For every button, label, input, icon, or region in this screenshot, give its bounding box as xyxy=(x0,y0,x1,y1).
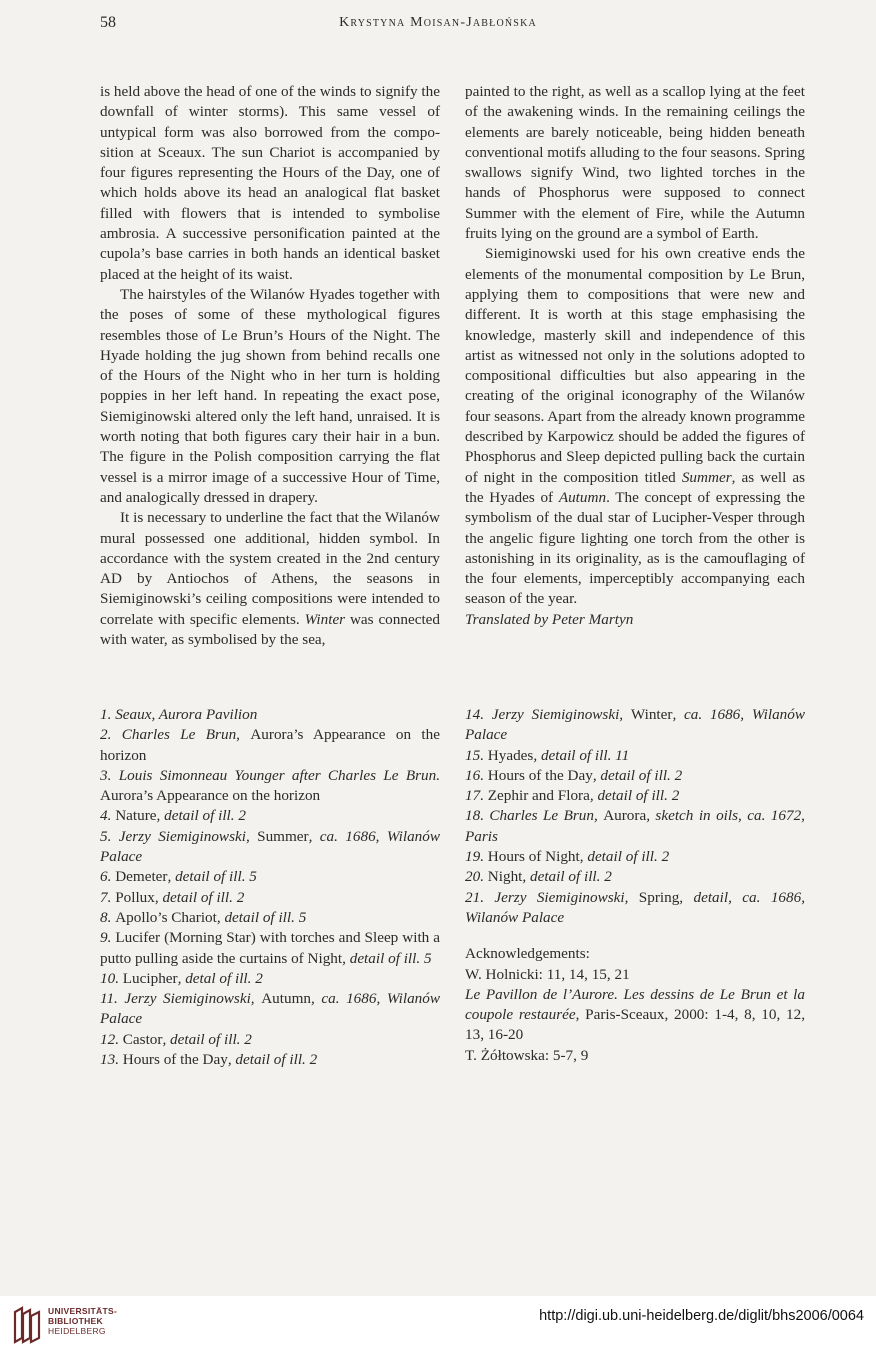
acknowledgements-line xyxy=(465,985,805,1046)
caption xyxy=(465,705,805,746)
running-head: Krystyna Moisan-Jabłońska xyxy=(339,15,537,30)
caption-part: 1. Seaux, Aurora Pavilion xyxy=(100,706,258,723)
caption-part: Hyades xyxy=(487,746,534,764)
caption xyxy=(100,888,440,908)
caption-part: 12. xyxy=(100,1030,123,1048)
caption-part: 7. xyxy=(100,888,116,906)
caption-part: 14. Jerzy Siemiginowski, xyxy=(465,706,631,723)
caption xyxy=(100,908,440,928)
winter-term: Winter xyxy=(304,610,346,628)
page-number: 58 xyxy=(100,14,116,31)
caption-part: 5. Jerzy Siemiginowski, xyxy=(100,827,258,845)
caption-part: Apollo’s Chariot xyxy=(115,908,217,926)
source-url-link[interactable]: http://digi.ub.uni-heidelberg.de/diglit/bhs2006/0064 xyxy=(539,1308,864,1324)
caption-part: Autumn xyxy=(261,990,311,1008)
left-paragraph-2: The hairstyles of the Wilanów Hyades together with the poses of some of these mythological figures resembles those of Le Brun’s Hours of the Night. The Hyade holding the jug shown from behind recalls one of the Hours of the Night who in her turn is holding poppies in her left hand. In repeating the exact pose, Siemiginowski altered only the left hand, unraised. It is worth noting that both figures cary their hair in a bun. The figure in the Polish composition carrying the flat vessel is a mirror image of a successive Hour of Time, and analogically dressed in drapery. xyxy=(100,285,440,506)
caption-part: , detal of ill. 2 xyxy=(177,969,263,987)
caption xyxy=(100,867,440,887)
caption-part: Spring xyxy=(638,888,680,906)
caption-part: , detail of ill. 2 xyxy=(579,848,670,866)
right-paragraph-2-part-b: , as well as the Hyades of xyxy=(465,468,805,506)
acknowledgements-source-title: Le Pavillon de l’Aurore. Les dessins de Le Brun et la coupole restaurée xyxy=(465,985,805,1024)
caption-part: Summer xyxy=(257,827,309,845)
caption xyxy=(465,746,805,766)
caption-part: Hours of Night xyxy=(487,848,580,866)
caption xyxy=(465,806,805,847)
summer-term: Summer xyxy=(681,468,732,486)
acknowledgements-title: Acknowledgements: xyxy=(465,945,590,963)
autumn-term: Autumn xyxy=(558,488,607,506)
left-paragraph-3-text: It is necessary to underline the fact that the Wilanów mural possessed one additional, hidden symbol. In accordance with the system created in the 2nd century AD by Antiochos of Athens, the seasons in Siemiginowski’s ceiling compositions were intended to correlate with specific elements. xyxy=(100,509,440,628)
library-logo-icon[interactable] xyxy=(12,1306,42,1344)
caption-part: , detail of ill. 5 xyxy=(216,908,307,926)
caption xyxy=(100,969,440,989)
right-column xyxy=(465,82,805,630)
caption-part: , detail of ill. 2 xyxy=(592,766,683,784)
caption-part: 2. Charles Le Brun, xyxy=(100,726,251,744)
caption-part: Pollux xyxy=(115,888,155,906)
caption-part: , detail, ca. 1686, Wilanów Palace xyxy=(465,888,805,926)
caption-part: , detail of ill. 2 xyxy=(522,868,612,886)
caption-part: 20. xyxy=(465,868,488,886)
caption-part: 16. xyxy=(465,766,488,784)
caption xyxy=(100,1030,440,1050)
caption-part: Aurora’s Appearance on the horizon xyxy=(100,787,321,805)
caption-part: Hours of the Day xyxy=(122,1051,228,1069)
library-logo-text[interactable] xyxy=(48,1306,117,1336)
logo-line: HEIDELBERG xyxy=(48,1326,106,1336)
caption-part: 15. xyxy=(465,746,488,764)
caption xyxy=(100,705,440,725)
caption-part: 11. Jerzy Siemiginowski, xyxy=(100,990,262,1008)
acknowledgements-source-tail: , Paris-Sceaux, 2000: 1-4, 8, 10, 12, 13, 16-20 xyxy=(465,1006,805,1044)
caption-part: Aurora’s Appearance on the horizon xyxy=(100,726,440,764)
caption xyxy=(100,725,440,766)
caption-part: , detail of ill. 5 xyxy=(167,868,257,886)
caption-part: Lucipher xyxy=(122,969,178,987)
caption-part: Aurora xyxy=(603,807,647,825)
caption-part: , detail of ill. 2 xyxy=(154,888,245,906)
right-paragraph-2 xyxy=(465,244,805,609)
caption xyxy=(465,867,805,887)
translator-credit: Translated by Peter Martyn xyxy=(465,610,634,628)
caption-part: 19. xyxy=(465,848,488,866)
caption xyxy=(465,847,805,867)
captions-left xyxy=(100,705,440,1070)
caption-part: 17. xyxy=(465,787,488,805)
caption xyxy=(100,806,440,826)
caption xyxy=(465,766,805,786)
acknowledgements-line: W. Holnicki: 11, 14, 15, 21 xyxy=(465,965,630,983)
caption-part: 18. Charles Le Brun, xyxy=(465,807,604,825)
logo-line: BIBLIOTHEK xyxy=(48,1316,103,1326)
acknowledgements-line: T. Żółtowska: 5-7, 9 xyxy=(465,1046,589,1064)
caption-part: , ca. 1686, Wilanów Palace xyxy=(100,990,440,1028)
spacer xyxy=(465,928,805,944)
caption-part: 10. xyxy=(100,969,123,987)
caption xyxy=(465,888,805,929)
caption-part: Nature xyxy=(115,807,157,825)
caption-part: 4. xyxy=(100,807,116,825)
caption-part: Night xyxy=(487,868,523,886)
caption-part: Lucifer (Morning Star) with torches and Sleep with a putto pulling aside the curtains of Night xyxy=(100,929,441,967)
right-paragraph-2-part-c: . The concept of expressing the symbolism of the dual star of Lucipher-Vesper through the angelic figure lighting one torch from the other is astonishing in its originality, as is the camouflaging of the four elements, imperceptibly accompanying each season of the year. xyxy=(465,488,805,608)
left-paragraph-3 xyxy=(100,508,440,650)
caption-part: Winter xyxy=(630,706,673,723)
caption xyxy=(465,786,805,806)
caption-part: 13. xyxy=(100,1051,123,1069)
caption-part: , detail of ill. 5 xyxy=(342,949,432,967)
caption xyxy=(100,928,440,969)
caption-part: 8. xyxy=(100,908,116,926)
caption-part: , detail of ill. 11 xyxy=(533,746,630,764)
caption xyxy=(100,1050,440,1070)
caption-part: , detail of ill. 2 xyxy=(162,1030,252,1048)
caption-part: 9. xyxy=(100,929,116,947)
caption-part: , ca. 1686, Wilanów Palace xyxy=(100,827,440,866)
caption-part: , detail of ill. 2 xyxy=(227,1051,318,1069)
caption-part: Zephir and Flora xyxy=(487,787,590,805)
caption-part: , detail of ill. 2 xyxy=(156,807,246,825)
caption-part: , sketch in oils, ca. 1672, Paris xyxy=(465,807,805,845)
footer xyxy=(0,1296,876,1356)
caption-part: 21. Jerzy Siemiginowski, xyxy=(465,888,639,906)
left-column xyxy=(100,82,440,650)
right-paragraph-2-part-a: Siemiginowski used for his own creative ends the elements of the monumental composition by Le Brun, applying them to compositions that were new and different. It is worth at this stage emphasising the knowledge, masterly skill and independence of this artist as witnessed not only in the solutions adopted to compositional difficulties but also appearing in the creating of the original iconography of the Wilanów four seasons. Apart from the already known programme described by Karpowicz should be added the figures of Phosphorus and Sleep depicted pulling back the curtain of night in the composition titled xyxy=(465,245,805,486)
left-paragraph-1: is held above the head of one of the winds to signify the downfall of winter storms). This same vessel of untypical form was also borrowed from the composition at Sceaux. The sun Chariot is accompanied by four figures representing the Hours of the Day, one of which holds above its head an analogical flat basket filled with flowers that is intended to symbolise ambrosia. A successive personification painted at the cupola’s base carries in both hands an identical basket placed at the height of its waist. xyxy=(100,83,440,283)
caption-part: Hours of the Day xyxy=(487,766,593,784)
caption xyxy=(100,989,440,1030)
right-paragraph-1: painted to the right, as well as a scallop lying at the feet of the awakening winds. In the remaining ceilings the elements are barely noticeable, being hidden beneath conventional motifs alluding to the four seasons. Spring swallows signify Wind, two lighted torches in the hands of Phosphorus were supposed to connect Summer with the element of Fire, while the Autumn fruits lying on the ground are a symbol of Earth. xyxy=(465,83,805,243)
left-paragraph-3-tail: was connected with water, as symbolised by the sea, xyxy=(100,610,441,649)
caption-part: , detail of ill. 2 xyxy=(589,787,680,805)
page-header xyxy=(0,14,876,38)
caption-part: Demeter xyxy=(115,868,168,886)
logo-line: UNIVERSITÄTS- xyxy=(48,1306,118,1316)
caption xyxy=(100,766,440,807)
caption-part: 3. Louis Simonneau Younger after Charles Le Brun. xyxy=(100,766,440,784)
caption xyxy=(100,827,440,868)
caption-part: Castor xyxy=(122,1030,163,1048)
captions-right xyxy=(465,705,805,1066)
caption-part: 6. xyxy=(100,868,116,886)
caption-part: , ca. 1686, Wilanów Palace xyxy=(465,706,805,744)
